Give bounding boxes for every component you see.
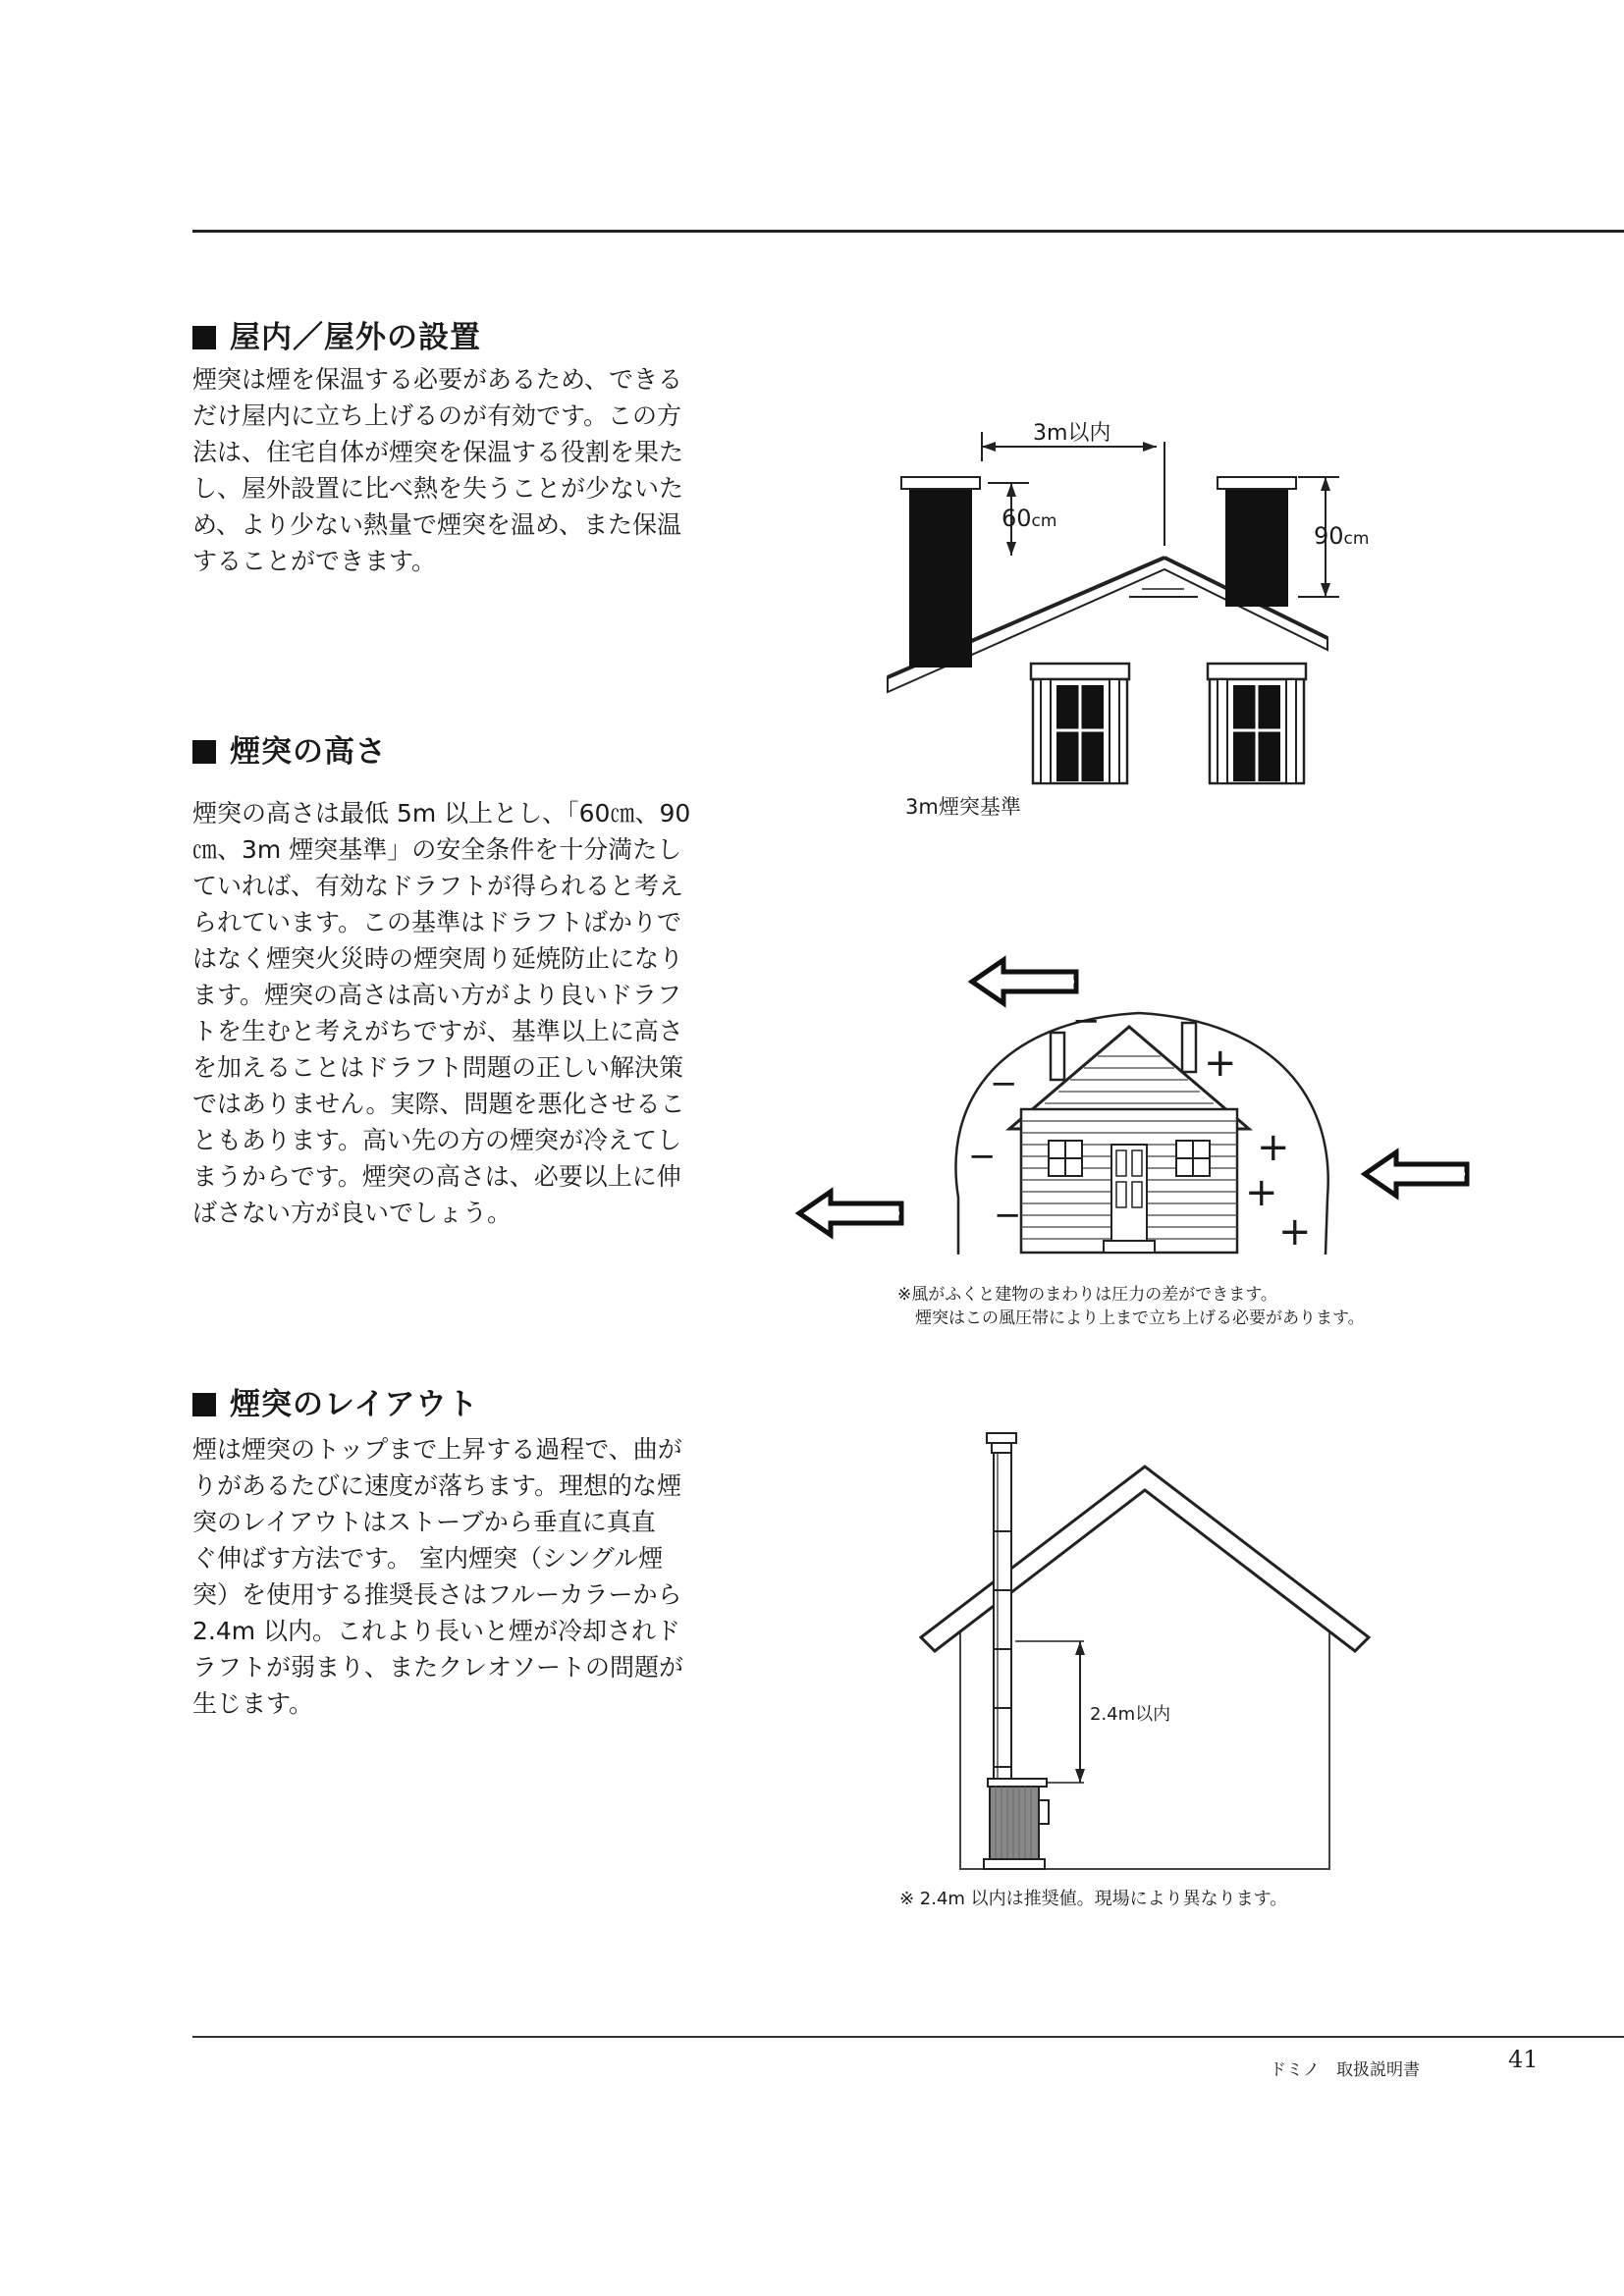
page-number: 41: [1508, 2046, 1539, 2073]
text-line: りがあるたびに速度が落ちます。理想的な煙: [192, 1471, 682, 1500]
dimension-value: 90: [1314, 522, 1344, 550]
paragraph-indoor-outdoor: [192, 361, 723, 579]
square-bullet-icon: [192, 740, 216, 764]
layout-caption: ※ 2.4m 以内は推奨値。現場により異なります。: [899, 1889, 1288, 1909]
text-line: 煙突は煙を保温する必要があるため、できる: [192, 365, 683, 394]
chimney-rule-figure: [874, 402, 1394, 815]
text-line: はなく煙突火災時の煙突周り延焼防止になり: [192, 944, 684, 973]
chimney-rule-caption: 3m煙突基準: [905, 795, 1021, 819]
chimney-layout-figure: [903, 1414, 1394, 1885]
wood-stove: [984, 1779, 1049, 1869]
text-line: し、屋外設置に比べ熱を失うことが少ないた: [192, 474, 684, 503]
text-line: め、より少ない熱量で煙突を温め、また保温: [192, 510, 682, 539]
dimension-label-2-4m: 2.4m以内: [1090, 1704, 1171, 1725]
dimension-value: 60: [1001, 505, 1032, 532]
bottom-rule: [192, 2036, 1624, 2038]
text-line: ラフトが弱まり、またクレオソートの問題が: [192, 1653, 684, 1682]
pressure-minus-sign: −: [1072, 1001, 1101, 1041]
section-heading-indoor-outdoor: [192, 312, 481, 356]
wind-caption-line-2: 煙突はこの風圧帯により上まで立ち上げる必要があります。: [915, 1308, 1365, 1328]
footer-manual-title: ドミノ 取扱説明書: [1270, 2060, 1420, 2080]
wind-caption-line-1: ※風がふくと建物のまわりは圧力の差ができます。: [897, 1285, 1277, 1305]
text-line: ではありません。実際、問題を悪化させるこ: [192, 1090, 685, 1118]
dimension-unit: cm: [1031, 511, 1057, 531]
dimension-label-90cm: [1314, 522, 1369, 550]
section-heading-chimney-layout: [192, 1379, 479, 1423]
pressure-plus-sign: +: [1204, 1041, 1237, 1086]
text-line: トを生むと考えがちですが、基準以上に高さ: [192, 1017, 683, 1045]
pressure-minus-sign: −: [994, 1196, 1022, 1235]
text-line: を加えることはドラフト問題の正しい解決策: [192, 1053, 684, 1082]
dormer-window-left: [1031, 664, 1129, 783]
text-line: 突のレイアウトはストーブから垂直に真直: [192, 1508, 656, 1536]
top-rule: [192, 230, 1624, 233]
text-line: だけ屋内に立ち上げるのが有効です。この方: [192, 401, 682, 430]
text-line: することができます。: [192, 547, 437, 575]
pressure-minus-sign: −: [968, 1137, 997, 1176]
dimension-unit: cm: [1343, 529, 1370, 549]
text-line: 煙突の高さは最低 5m 以上とし、「60㎝、90: [192, 799, 691, 828]
square-bullet-icon: [192, 1393, 216, 1416]
text-line: ていれば、有効なドラフトが得られると考え: [192, 872, 684, 900]
text-line: 煙は煙突のトップまで上昇する過程で、曲が: [192, 1435, 682, 1464]
text-line: 2.4m 以内。これより長いと煙が冷却されド: [192, 1617, 681, 1645]
pressure-plus-sign: +: [1245, 1170, 1278, 1215]
section-title: 煙突の高さ: [230, 734, 387, 770]
text-line: ともあります。高い先の方の煙突が冷えてし: [192, 1126, 682, 1154]
wind-pressure-figure: [785, 942, 1492, 1266]
text-line: ㎝、3m 煙突基準」の安全条件を十分満たし: [192, 835, 682, 864]
dormer-window-right: [1208, 664, 1306, 783]
text-line: ぐ伸ばす方法です。 室内煙突（シングル煙: [192, 1544, 664, 1573]
section-heading-chimney-height: [192, 726, 387, 771]
dimension-label-3m: 3m以内: [1033, 421, 1111, 446]
pressure-plus-sign: +: [1278, 1209, 1312, 1255]
text-line: られています。この基準はドラフトばかりで: [192, 908, 682, 936]
section-title: 煙突のレイアウト: [230, 1387, 479, 1422]
text-line: 法は、住宅自体が煙突を保温する役割を果た: [192, 438, 684, 466]
text-line: 突）を使用する推奨長さはフルーカラーから: [192, 1580, 682, 1609]
dimension-label-60cm: [1001, 505, 1056, 532]
paragraph-chimney-height: [192, 795, 723, 1231]
text-line: まうからです。煙突の高さは、必要以上に伸: [192, 1162, 681, 1191]
square-bullet-icon: [192, 326, 216, 349]
paragraph-chimney-layout: [192, 1431, 723, 1722]
text-line: ます。煙突の高さは高い方がより良いドラフ: [192, 981, 682, 1009]
text-line: 生じます。: [192, 1689, 314, 1718]
section-title: 屋内／屋外の設置: [230, 320, 481, 355]
pressure-plus-sign: +: [1257, 1125, 1290, 1170]
text-line: ばさない方が良いでしょう。: [192, 1199, 513, 1227]
pressure-minus-sign: −: [990, 1064, 1018, 1103]
